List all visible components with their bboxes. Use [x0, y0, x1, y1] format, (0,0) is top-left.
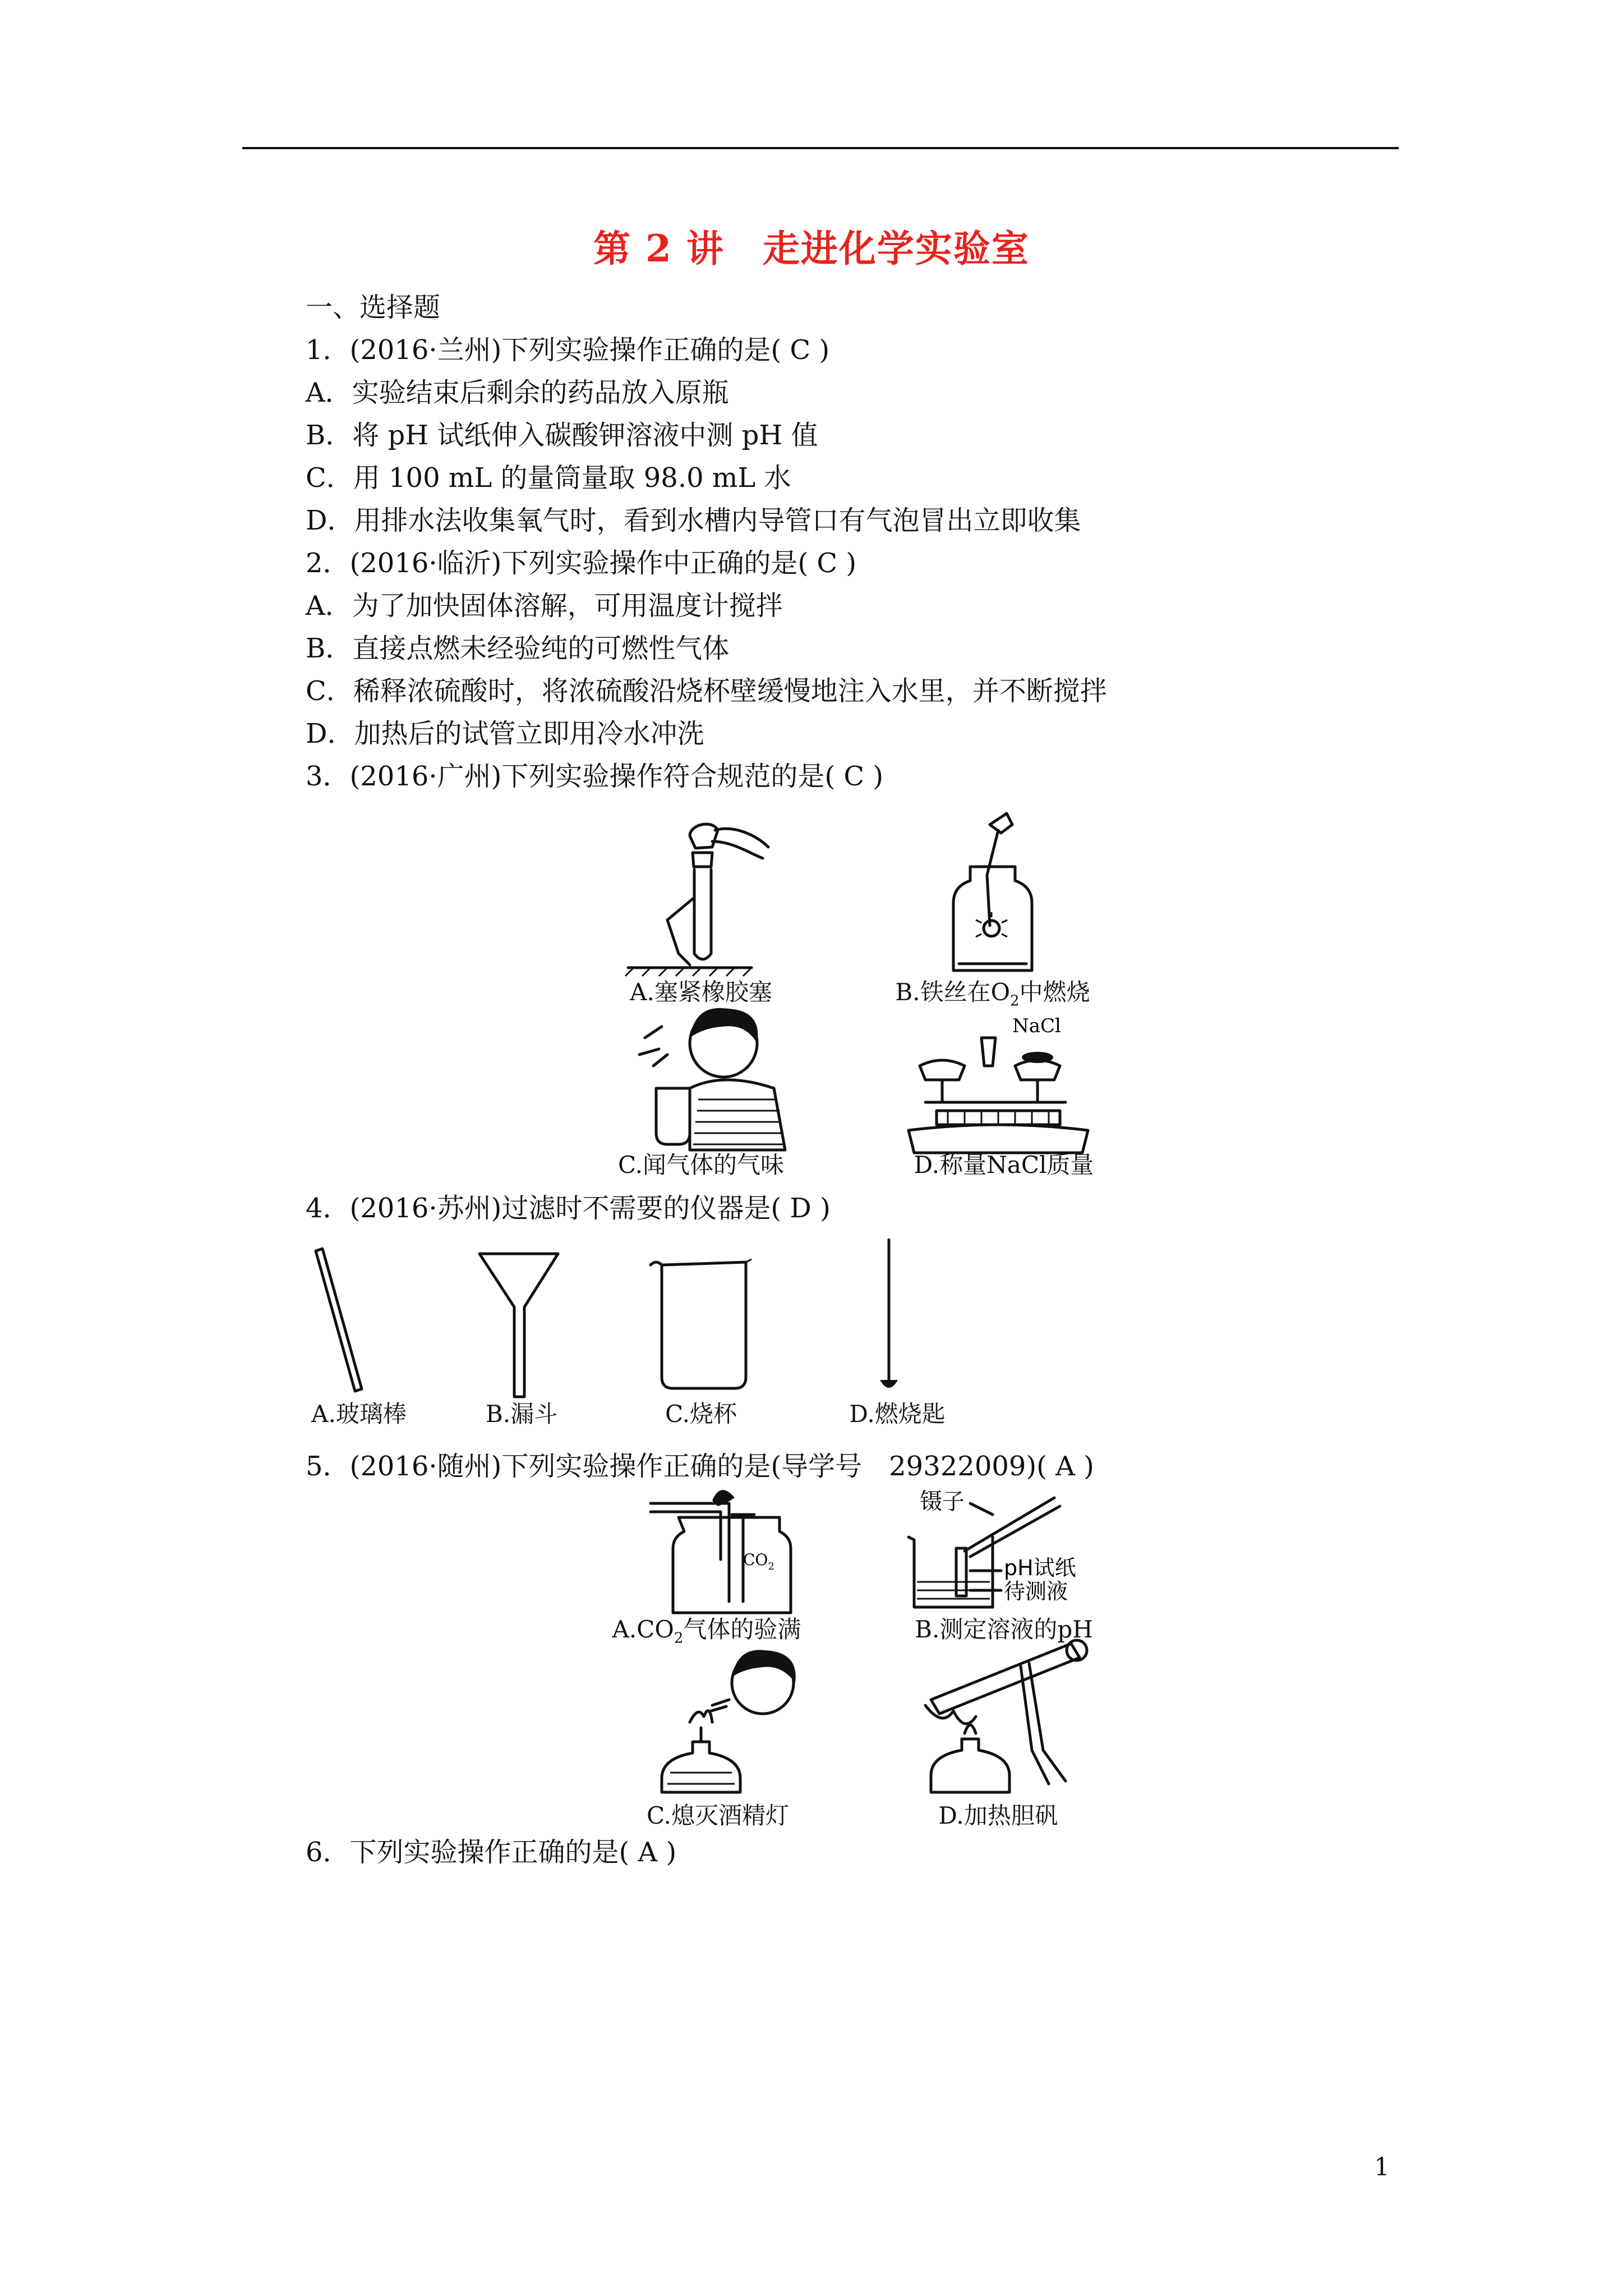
figure-iron-wire-burning: [942, 813, 1054, 982]
caption-5a-prefix: A.CO: [612, 1616, 674, 1643]
figure-heat-blue-vitriol: [920, 1638, 1105, 1801]
header-rule: [242, 147, 1399, 149]
question-1-option-d: D．用排水法收集氧气时，看到水槽内导管口有气泡冒出立即收集: [306, 505, 1081, 536]
figure-funnel: [479, 1254, 564, 1400]
caption-5a-suffix: 气体的验满: [683, 1616, 801, 1643]
question-4-stem: 4．(2016·苏州)过滤时不需要的仪器是( D ): [306, 1193, 831, 1224]
question-6-stem: 6．下列实验操作正确的是( A ): [306, 1837, 677, 1868]
figure-co2-full-test: [645, 1492, 802, 1616]
figure-beaker: [651, 1259, 757, 1391]
question-2-option-c: C．稀释浓硫酸时，将浓硫酸沿烧杯壁缓慢地注入水里，并不断搅拌: [306, 675, 1107, 707]
label-test-liquid: 待测液: [1004, 1579, 1068, 1604]
section-heading: 一、选择题: [306, 292, 441, 323]
caption-4a: A.玻璃棒: [311, 1400, 407, 1428]
figure-ph-measurement: [909, 1487, 1110, 1616]
caption-4d: D.燃烧匙: [849, 1400, 946, 1428]
caption-3b-suffix: 中燃烧: [1019, 978, 1090, 1006]
question-2-option-a: A．为了加快固体溶解，可用温度计搅拌: [306, 590, 783, 622]
figure-insert-stopper: [628, 813, 774, 976]
caption-3d: D.称量NaCl质量: [914, 1151, 1094, 1179]
figure-extinguish-lamp: [645, 1644, 813, 1801]
figure-combustion-spoon: [872, 1240, 906, 1397]
question-1-stem: 1．(2016·兰州)下列实验操作正确的是( C ): [306, 334, 830, 366]
figure-glass-rod: [311, 1251, 367, 1397]
question-5-stem: 5．(2016·随州)下列实验操作正确的是(导学号 29322009)( A ): [306, 1451, 1094, 1482]
label-nacl: NaCl: [1012, 1015, 1061, 1037]
caption-4c: C.烧杯: [665, 1400, 737, 1428]
label-tweezers: 镊子: [920, 1489, 965, 1515]
question-2-stem: 2．(2016·临沂)下列实验操作中正确的是( C ): [306, 547, 857, 579]
label-co2: [743, 1550, 774, 1572]
question-2-option-d: D．加热后的试管立即用冷水冲洗: [306, 718, 704, 749]
page-number: 1: [1374, 2153, 1390, 2182]
caption-5b: B.测定溶液的pH: [915, 1616, 1093, 1643]
label-ph-paper: pH试纸: [1004, 1556, 1076, 1580]
figure-smelling-gas: [606, 1004, 808, 1156]
caption-5a-subscript: 2: [674, 1630, 684, 1647]
caption-3c: C.闻气体的气味: [618, 1151, 784, 1179]
caption-3b-subscript: 2: [1010, 992, 1020, 1010]
question-1-option-b: B．将 pH 试纸伸入碳酸钾溶液中测 pH 值: [306, 420, 818, 451]
label-co2-prefix: CO: [743, 1550, 768, 1569]
caption-4b: B.漏斗: [485, 1400, 558, 1428]
label-co2-subscript: 2: [768, 1561, 774, 1572]
question-1-option-c: C．用 100 mL 的量筒量取 98.0 mL 水: [306, 462, 791, 494]
caption-3a: A.塞紧橡胶塞: [630, 978, 772, 1006]
page-title: 第 2 讲 走进化学实验室: [593, 227, 1030, 270]
question-1-option-a: A．实验结束后剩余的药品放入原瓶: [306, 377, 729, 408]
figure-balance-nacl: [903, 1004, 1094, 1156]
caption-5c: C.熄灭酒精灯: [647, 1802, 789, 1829]
question-3-stem: 3．(2016·广州)下列实验操作符合规范的是( C ): [306, 761, 884, 792]
caption-5d: D.加热胆矾: [938, 1802, 1058, 1829]
caption-3b-prefix: B.铁丝在O: [895, 978, 1011, 1006]
question-2-option-b: B．直接点燃未经验纯的可燃性气体: [306, 633, 730, 664]
